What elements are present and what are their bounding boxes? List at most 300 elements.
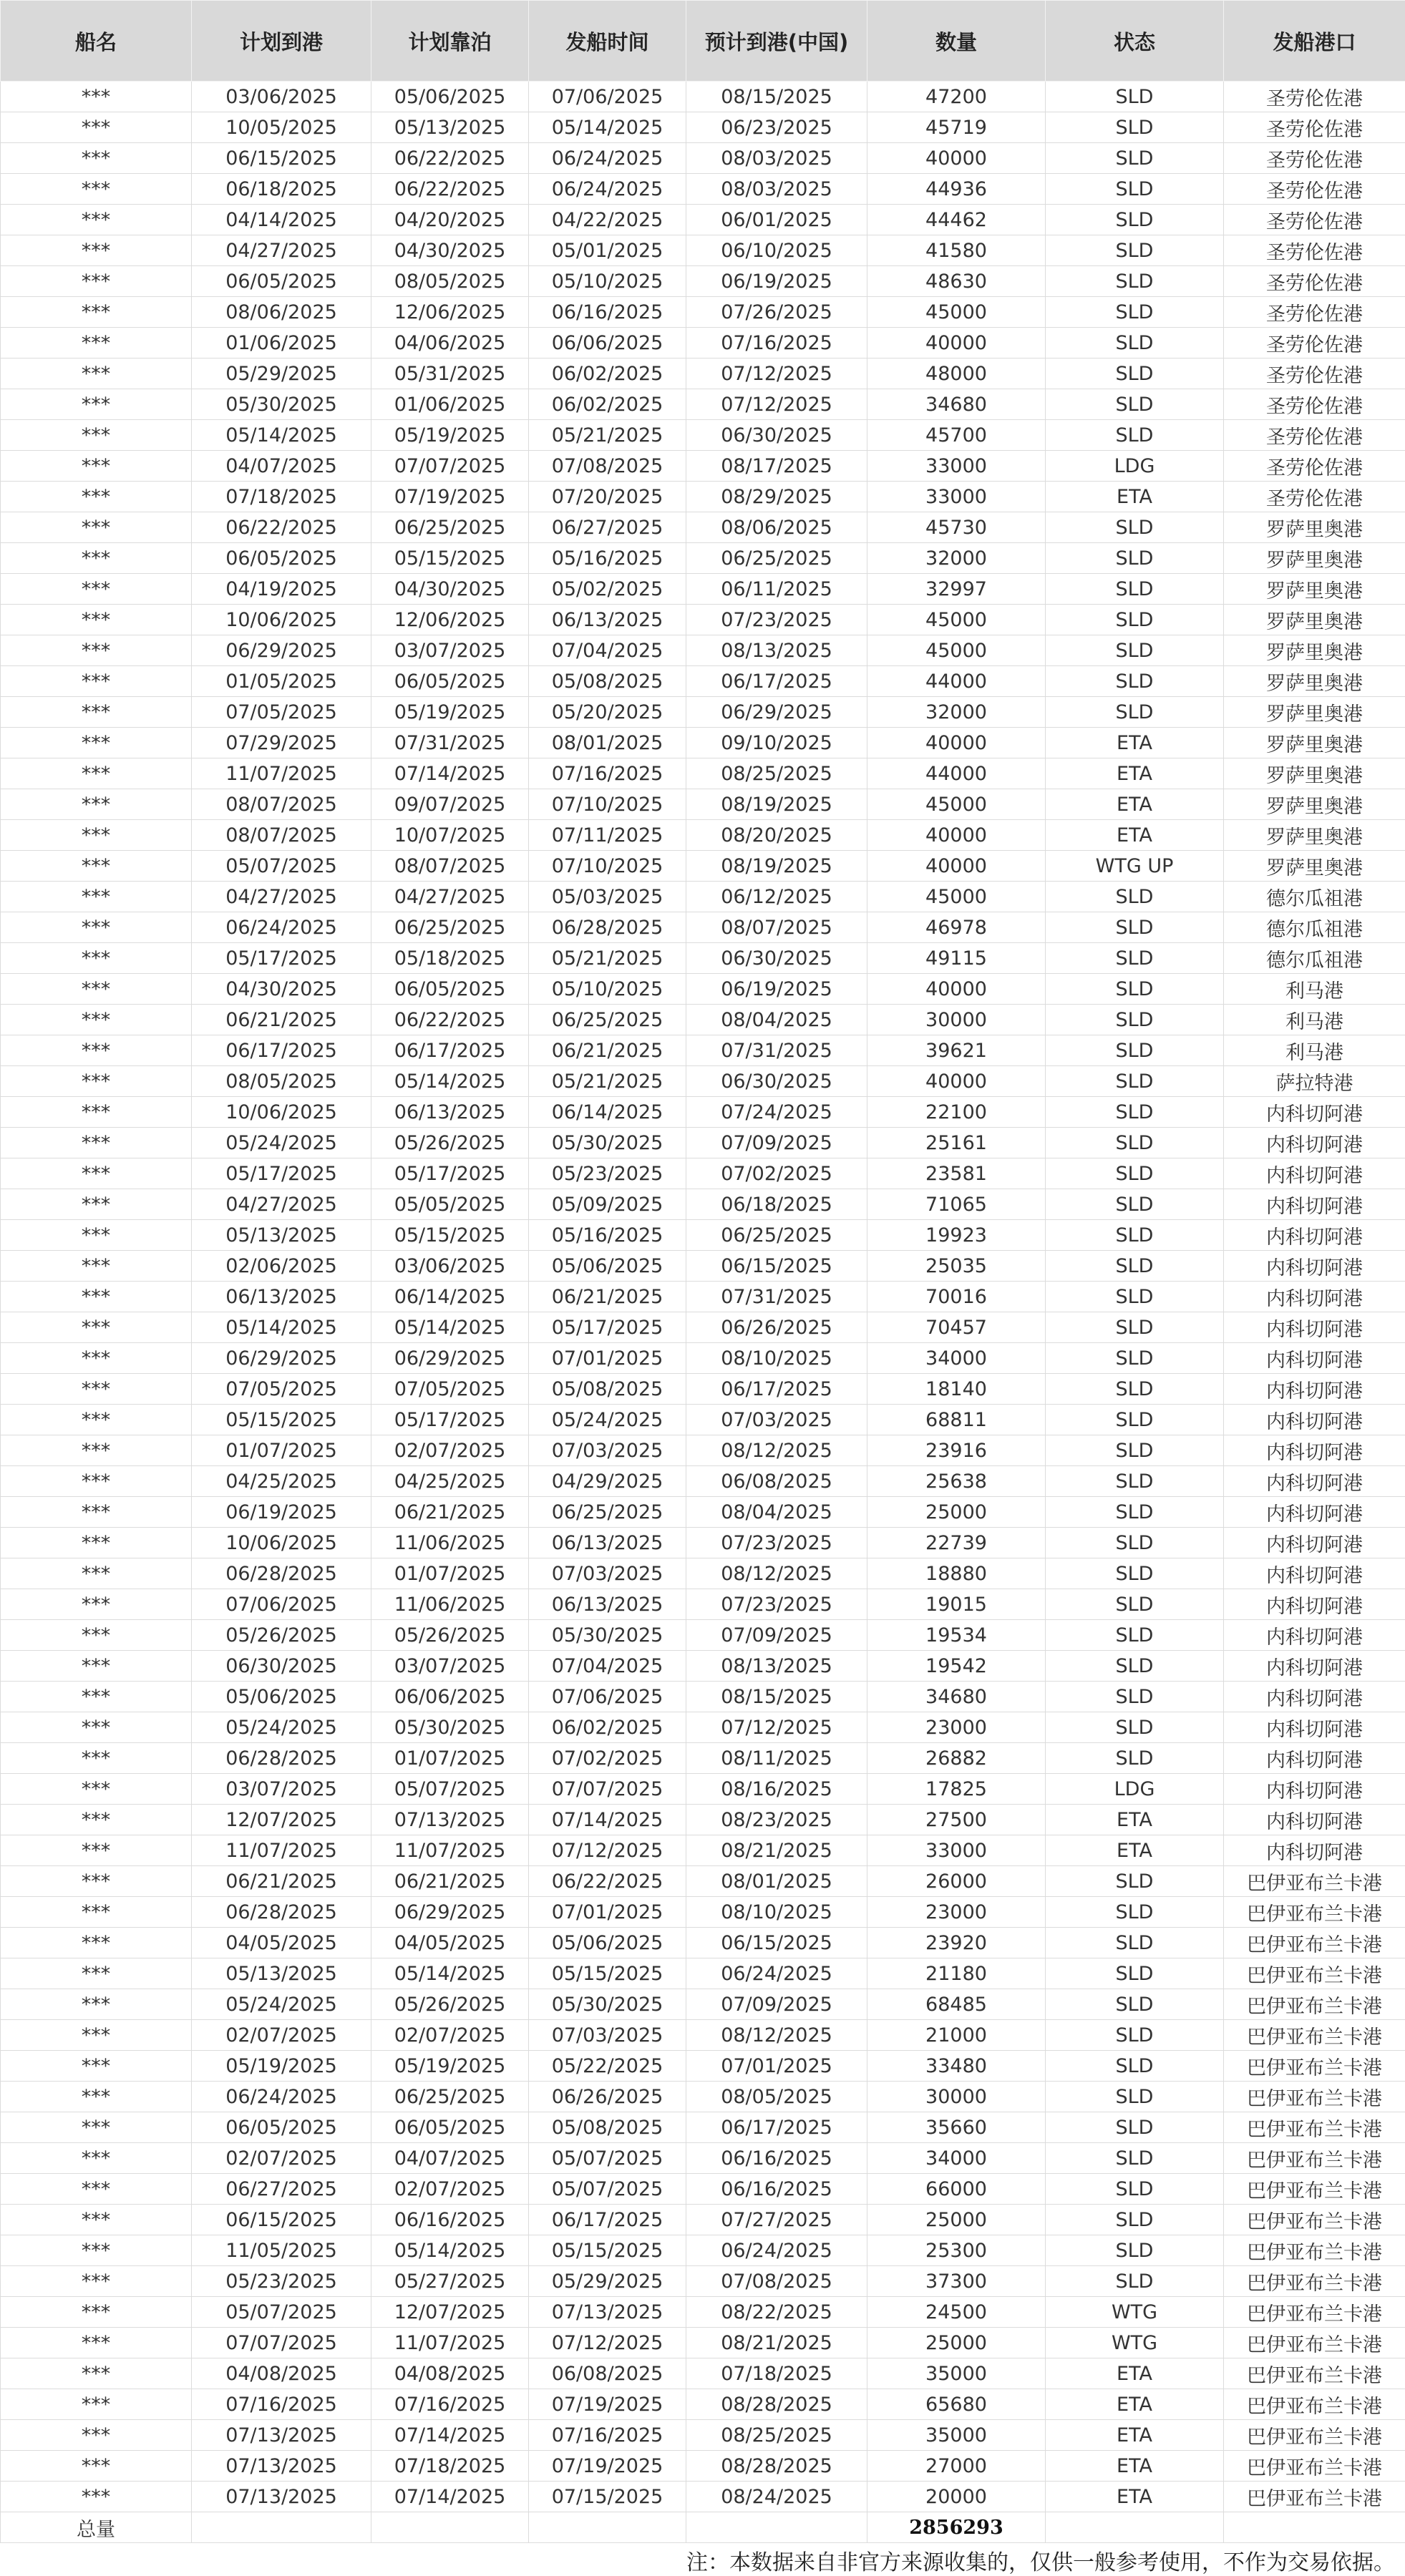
vessel-name-cell: *** [1, 1589, 192, 1620]
loading-port-cell: 罗萨里奥港 [1224, 666, 1405, 697]
departure-time-cell: 05/08/2025 [529, 2112, 686, 2143]
eta-china-cell: 08/15/2025 [686, 1682, 867, 1712]
eta-china-cell: 07/26/2025 [686, 297, 867, 328]
planned-arrival-cell: 07/13/2025 [192, 2482, 371, 2512]
planned-berthing-cell: 12/06/2025 [371, 605, 529, 635]
departure-time-cell: 06/02/2025 [529, 358, 686, 389]
planned-berthing-cell: 01/07/2025 [371, 1743, 529, 1774]
vessel-name-cell: *** [1, 2205, 192, 2235]
loading-port-cell: 内科切阿港 [1224, 1682, 1405, 1712]
departure-time-cell: 05/21/2025 [529, 1066, 686, 1097]
vessel-name-cell: *** [1, 1958, 192, 1989]
planned-berthing-cell: 06/25/2025 [371, 512, 529, 543]
planned-berthing-cell: 04/08/2025 [371, 2358, 529, 2389]
eta-china-cell: 06/16/2025 [686, 2174, 867, 2205]
planned-berthing-cell: 05/19/2025 [371, 420, 529, 451]
planned-berthing-cell: 08/05/2025 [371, 266, 529, 297]
eta-china-cell: 08/21/2025 [686, 2328, 867, 2358]
status-cell: SLD [1046, 882, 1224, 912]
vessel-name-cell: *** [1, 2451, 192, 2482]
vessel-name-cell: *** [1, 912, 192, 943]
status-cell: SLD [1046, 1343, 1224, 1374]
quantity-cell: 26000 [867, 1866, 1046, 1897]
header-planned-berthing: 计划靠泊 [371, 1, 529, 82]
planned-arrival-cell: 01/05/2025 [192, 666, 371, 697]
vessel-name-cell: *** [1, 1558, 192, 1589]
planned-arrival-cell: 04/25/2025 [192, 1466, 371, 1497]
table-row [1, 1620, 1405, 1651]
status-cell: LDG [1046, 1774, 1224, 1805]
loading-port-cell: 圣劳伦佐港 [1224, 389, 1405, 420]
planned-berthing-cell: 06/22/2025 [371, 1005, 529, 1035]
status-cell: SLD [1046, 143, 1224, 174]
vessel-name-cell: *** [1, 882, 192, 912]
status-cell: SLD [1046, 328, 1224, 358]
loading-port-cell: 内科切阿港 [1224, 1282, 1405, 1312]
planned-berthing-cell: 06/25/2025 [371, 912, 529, 943]
departure-time-cell: 07/11/2025 [529, 820, 686, 851]
planned-berthing-cell: 08/07/2025 [371, 851, 529, 882]
quantity-cell: 22100 [867, 1097, 1046, 1128]
departure-time-cell: 07/19/2025 [529, 2451, 686, 2482]
planned-berthing-cell: 11/07/2025 [371, 1835, 529, 1866]
loading-port-cell: 内科切阿港 [1224, 1558, 1405, 1589]
eta-china-cell: 08/25/2025 [686, 758, 867, 789]
vessel-name-cell: *** [1, 2266, 192, 2297]
table-row [1, 697, 1405, 728]
quantity-cell: 19542 [867, 1651, 1046, 1682]
quantity-cell: 26882 [867, 1743, 1046, 1774]
planned-berthing-cell: 07/05/2025 [371, 1374, 529, 1405]
quantity-cell: 41580 [867, 235, 1046, 266]
status-cell: SLD [1046, 1866, 1224, 1897]
planned-berthing-cell: 05/15/2025 [371, 1220, 529, 1251]
planned-arrival-cell: 06/28/2025 [192, 1743, 371, 1774]
eta-china-cell: 07/23/2025 [686, 1528, 867, 1558]
departure-time-cell: 06/13/2025 [529, 1589, 686, 1620]
departure-time-cell: 05/30/2025 [529, 1128, 686, 1158]
status-cell: SLD [1046, 1589, 1224, 1620]
planned-berthing-cell: 05/27/2025 [371, 2266, 529, 2297]
eta-china-cell: 07/31/2025 [686, 1035, 867, 1066]
table-row [1, 2082, 1405, 2112]
status-cell: SLD [1046, 2051, 1224, 2082]
eta-china-cell: 06/15/2025 [686, 1928, 867, 1958]
table-row [1, 1805, 1405, 1835]
status-cell: ETA [1046, 2389, 1224, 2420]
eta-china-cell: 08/21/2025 [686, 1835, 867, 1866]
quantity-cell: 45730 [867, 512, 1046, 543]
planned-arrival-cell: 08/05/2025 [192, 1066, 371, 1097]
departure-time-cell: 05/15/2025 [529, 1958, 686, 1989]
quantity-cell: 47200 [867, 82, 1046, 112]
loading-port-cell: 罗萨里奥港 [1224, 851, 1405, 882]
vessel-name-cell: *** [1, 1189, 192, 1220]
departure-time-cell: 06/21/2025 [529, 1035, 686, 1066]
eta-china-cell: 07/27/2025 [686, 2205, 867, 2235]
planned-berthing-cell: 06/14/2025 [371, 1282, 529, 1312]
status-cell: SLD [1046, 1558, 1224, 1589]
planned-berthing-cell: 06/17/2025 [371, 1035, 529, 1066]
departure-time-cell: 07/04/2025 [529, 1651, 686, 1682]
vessel-name-cell: *** [1, 943, 192, 974]
table-row [1, 1497, 1405, 1528]
quantity-cell: 21000 [867, 2020, 1046, 2051]
status-cell: SLD [1046, 420, 1224, 451]
loading-port-cell: 内科切阿港 [1224, 1374, 1405, 1405]
quantity-cell: 25035 [867, 1251, 1046, 1282]
vessel-name-cell: *** [1, 1989, 192, 2020]
vessel-name-cell: *** [1, 2389, 192, 2420]
eta-china-cell: 08/12/2025 [686, 2020, 867, 2051]
planned-arrival-cell: 06/05/2025 [192, 266, 371, 297]
vessel-name-cell: *** [1, 574, 192, 605]
loading-port-cell: 巴伊亚布兰卡港 [1224, 2328, 1405, 2358]
planned-arrival-cell: 02/06/2025 [192, 1251, 371, 1282]
eta-china-cell: 07/03/2025 [686, 1405, 867, 1435]
departure-time-cell: 05/16/2025 [529, 1220, 686, 1251]
eta-china-cell: 08/29/2025 [686, 482, 867, 512]
planned-berthing-cell: 06/29/2025 [371, 1343, 529, 1374]
planned-berthing-cell: 05/17/2025 [371, 1158, 529, 1189]
planned-arrival-cell: 07/29/2025 [192, 728, 371, 758]
status-cell: SLD [1046, 2020, 1224, 2051]
loading-port-cell: 巴伊亚布兰卡港 [1224, 2051, 1405, 2082]
planned-berthing-cell: 02/07/2025 [371, 2020, 529, 2051]
table-row [1, 574, 1405, 605]
eta-china-cell: 06/25/2025 [686, 543, 867, 574]
vessel-name-cell: *** [1, 666, 192, 697]
status-cell: SLD [1046, 1251, 1224, 1282]
planned-arrival-cell: 04/14/2025 [192, 205, 371, 235]
status-cell: SLD [1046, 112, 1224, 143]
status-cell: SLD [1046, 2174, 1224, 2205]
table-row [1, 2143, 1405, 2174]
loading-port-cell: 内科切阿港 [1224, 1835, 1405, 1866]
eta-china-cell: 07/18/2025 [686, 2358, 867, 2389]
departure-time-cell: 07/02/2025 [529, 1743, 686, 1774]
eta-china-cell: 07/09/2025 [686, 1620, 867, 1651]
loading-port-cell: 利马港 [1224, 1035, 1405, 1066]
vessel-name-cell: *** [1, 2297, 192, 2328]
vessel-name-cell: *** [1, 205, 192, 235]
eta-china-cell: 08/11/2025 [686, 1743, 867, 1774]
loading-port-cell: 内科切阿港 [1224, 1128, 1405, 1158]
status-cell: SLD [1046, 635, 1224, 666]
departure-time-cell: 07/20/2025 [529, 482, 686, 512]
table-row [1, 1066, 1405, 1097]
total-label: 总量 [1, 2512, 192, 2543]
planned-arrival-cell: 06/13/2025 [192, 1282, 371, 1312]
planned-arrival-cell: 05/13/2025 [192, 1958, 371, 1989]
quantity-cell: 34680 [867, 1682, 1046, 1712]
loading-port-cell: 罗萨里奥港 [1224, 512, 1405, 543]
header-row [1, 1, 1405, 82]
eta-china-cell: 07/09/2025 [686, 1128, 867, 1158]
eta-china-cell: 08/10/2025 [686, 1343, 867, 1374]
status-cell: ETA [1046, 758, 1224, 789]
loading-port-cell: 罗萨里奥港 [1224, 728, 1405, 758]
planned-berthing-cell: 11/07/2025 [371, 2328, 529, 2358]
departure-time-cell: 06/25/2025 [529, 1497, 686, 1528]
departure-time-cell: 06/13/2025 [529, 605, 686, 635]
table-row [1, 605, 1405, 635]
planned-arrival-cell: 05/17/2025 [192, 1158, 371, 1189]
eta-china-cell: 06/30/2025 [686, 943, 867, 974]
planned-arrival-cell: 04/27/2025 [192, 1189, 371, 1220]
planned-berthing-cell: 03/07/2025 [371, 635, 529, 666]
eta-china-cell: 06/30/2025 [686, 420, 867, 451]
status-cell: ETA [1046, 2451, 1224, 2482]
table-row [1, 2205, 1405, 2235]
table-row [1, 451, 1405, 482]
table-row [1, 420, 1405, 451]
departure-time-cell: 06/28/2025 [529, 912, 686, 943]
quantity-cell: 23920 [867, 1928, 1046, 1958]
eta-china-cell: 08/28/2025 [686, 2451, 867, 2482]
status-cell: SLD [1046, 1958, 1224, 1989]
eta-china-cell: 07/08/2025 [686, 2266, 867, 2297]
quantity-cell: 23000 [867, 1897, 1046, 1928]
vessel-name-cell: *** [1, 728, 192, 758]
eta-china-cell: 06/17/2025 [686, 1374, 867, 1405]
quantity-cell: 34000 [867, 1343, 1046, 1374]
planned-berthing-cell: 06/25/2025 [371, 2082, 529, 2112]
eta-china-cell: 06/11/2025 [686, 574, 867, 605]
status-cell: SLD [1046, 1897, 1224, 1928]
departure-time-cell: 07/12/2025 [529, 2328, 686, 2358]
table-row [1, 2020, 1405, 2051]
quantity-cell: 40000 [867, 974, 1046, 1005]
status-cell: SLD [1046, 2143, 1224, 2174]
departure-time-cell: 07/10/2025 [529, 789, 686, 820]
loading-port-cell: 内科切阿港 [1224, 1189, 1405, 1220]
quantity-cell: 45719 [867, 112, 1046, 143]
eta-china-cell: 08/03/2025 [686, 174, 867, 205]
departure-time-cell: 05/09/2025 [529, 1189, 686, 1220]
planned-berthing-cell: 05/14/2025 [371, 1958, 529, 1989]
vessel-name-cell: *** [1, 1835, 192, 1866]
quantity-cell: 33000 [867, 451, 1046, 482]
planned-berthing-cell: 02/07/2025 [371, 1435, 529, 1466]
planned-arrival-cell: 06/29/2025 [192, 635, 371, 666]
planned-berthing-cell: 05/13/2025 [371, 112, 529, 143]
table-row [1, 1220, 1405, 1251]
vessel-name-cell: *** [1, 2020, 192, 2051]
planned-berthing-cell: 06/06/2025 [371, 1682, 529, 1712]
departure-time-cell: 07/01/2025 [529, 1897, 686, 1928]
status-cell: SLD [1046, 1435, 1224, 1466]
vessel-name-cell: *** [1, 1220, 192, 1251]
table-row [1, 2420, 1405, 2451]
planned-arrival-cell: 06/17/2025 [192, 1035, 371, 1066]
planned-berthing-cell: 12/07/2025 [371, 2297, 529, 2328]
loading-port-cell: 罗萨里奥港 [1224, 758, 1405, 789]
planned-berthing-cell: 04/06/2025 [371, 328, 529, 358]
status-cell: SLD [1046, 205, 1224, 235]
eta-china-cell: 07/12/2025 [686, 389, 867, 420]
table-row [1, 205, 1405, 235]
status-cell: ETA [1046, 1835, 1224, 1866]
eta-china-cell: 06/15/2025 [686, 1251, 867, 1282]
planned-arrival-cell: 06/28/2025 [192, 1558, 371, 1589]
loading-port-cell: 利马港 [1224, 974, 1405, 1005]
planned-berthing-cell: 07/16/2025 [371, 2389, 529, 2420]
planned-arrival-cell: 10/05/2025 [192, 112, 371, 143]
eta-china-cell: 08/04/2025 [686, 1005, 867, 1035]
loading-port-cell: 圣劳伦佐港 [1224, 174, 1405, 205]
table-row [1, 2112, 1405, 2143]
departure-time-cell: 06/22/2025 [529, 1866, 686, 1897]
vessel-name-cell: *** [1, 235, 192, 266]
vessel-name-cell: *** [1, 2143, 192, 2174]
quantity-cell: 70457 [867, 1312, 1046, 1343]
eta-china-cell: 06/19/2025 [686, 974, 867, 1005]
status-cell: ETA [1046, 482, 1224, 512]
planned-arrival-cell: 06/22/2025 [192, 512, 371, 543]
planned-arrival-cell: 06/27/2025 [192, 2174, 371, 2205]
quantity-cell: 33000 [867, 482, 1046, 512]
quantity-cell: 66000 [867, 2174, 1046, 2205]
table-body [1, 82, 1405, 2512]
loading-port-cell: 内科切阿港 [1224, 1312, 1405, 1343]
quantity-cell: 20000 [867, 2482, 1046, 2512]
quantity-cell: 30000 [867, 2082, 1046, 2112]
status-cell: SLD [1046, 1189, 1224, 1220]
eta-china-cell: 07/16/2025 [686, 328, 867, 358]
status-cell: SLD [1046, 1312, 1224, 1343]
planned-berthing-cell: 05/05/2025 [371, 1189, 529, 1220]
vessel-name-cell: *** [1, 1374, 192, 1405]
planned-berthing-cell: 09/07/2025 [371, 789, 529, 820]
eta-china-cell: 08/12/2025 [686, 1558, 867, 1589]
quantity-cell: 40000 [867, 143, 1046, 174]
vessel-name-cell: *** [1, 1620, 192, 1651]
vessel-name-cell: *** [1, 1251, 192, 1282]
planned-berthing-cell: 07/07/2025 [371, 451, 529, 482]
table-row [1, 2451, 1405, 2482]
total-empty-cell [686, 2512, 867, 2543]
table-row [1, 266, 1405, 297]
loading-port-cell: 内科切阿港 [1224, 1743, 1405, 1774]
table-row [1, 1158, 1405, 1189]
departure-time-cell: 07/13/2025 [529, 2297, 686, 2328]
vessel-name-cell: *** [1, 1097, 192, 1128]
vessel-name-cell: *** [1, 174, 192, 205]
departure-time-cell: 07/04/2025 [529, 635, 686, 666]
status-cell: SLD [1046, 1528, 1224, 1558]
vessel-name-cell: *** [1, 1805, 192, 1835]
planned-arrival-cell: 05/14/2025 [192, 420, 371, 451]
table-row [1, 2482, 1405, 2512]
vessel-name-cell: *** [1, 1035, 192, 1066]
departure-time-cell: 07/16/2025 [529, 2420, 686, 2451]
planned-berthing-cell: 05/30/2025 [371, 1712, 529, 1743]
header-eta-china: 预计到港(中国) [686, 1, 867, 82]
vessel-name-cell: *** [1, 1928, 192, 1958]
loading-port-cell: 内科切阿港 [1224, 1466, 1405, 1497]
planned-berthing-cell: 07/14/2025 [371, 2420, 529, 2451]
planned-berthing-cell: 01/07/2025 [371, 1558, 529, 1589]
quantity-cell: 32000 [867, 543, 1046, 574]
planned-arrival-cell: 04/27/2025 [192, 235, 371, 266]
header-quantity: 数量 [867, 1, 1046, 82]
loading-port-cell: 巴伊亚布兰卡港 [1224, 2451, 1405, 2482]
departure-time-cell: 05/10/2025 [529, 974, 686, 1005]
loading-port-cell: 德尔瓜祖港 [1224, 912, 1405, 943]
departure-time-cell: 06/02/2025 [529, 389, 686, 420]
eta-china-cell: 06/26/2025 [686, 1312, 867, 1343]
table-row [1, 482, 1405, 512]
planned-berthing-cell: 10/07/2025 [371, 820, 529, 851]
status-cell: ETA [1046, 728, 1224, 758]
table-row [1, 1435, 1405, 1466]
planned-berthing-cell: 05/26/2025 [371, 1989, 529, 2020]
planned-arrival-cell: 05/13/2025 [192, 1220, 371, 1251]
table-row [1, 112, 1405, 143]
loading-port-cell: 罗萨里奥港 [1224, 543, 1405, 574]
loading-port-cell: 罗萨里奥港 [1224, 605, 1405, 635]
vessel-name-cell: *** [1, 1743, 192, 1774]
departure-time-cell: 06/26/2025 [529, 2082, 686, 2112]
planned-berthing-cell: 04/27/2025 [371, 882, 529, 912]
table-header [1, 1, 1405, 82]
departure-time-cell: 07/01/2025 [529, 1343, 686, 1374]
loading-port-cell: 圣劳伦佐港 [1224, 235, 1405, 266]
planned-arrival-cell: 07/13/2025 [192, 2420, 371, 2451]
status-cell: SLD [1046, 1066, 1224, 1097]
planned-arrival-cell: 06/21/2025 [192, 1866, 371, 1897]
status-cell: WTG UP [1046, 851, 1224, 882]
loading-port-cell: 德尔瓜祖港 [1224, 882, 1405, 912]
table-row [1, 235, 1405, 266]
status-cell: SLD [1046, 358, 1224, 389]
planned-arrival-cell: 05/07/2025 [192, 2297, 371, 2328]
departure-time-cell: 06/08/2025 [529, 2358, 686, 2389]
vessel-name-cell: *** [1, 1712, 192, 1743]
status-cell: SLD [1046, 1128, 1224, 1158]
table-row [1, 2297, 1405, 2328]
departure-time-cell: 06/13/2025 [529, 1528, 686, 1558]
eta-china-cell: 06/25/2025 [686, 1220, 867, 1251]
quantity-cell: 40000 [867, 728, 1046, 758]
status-cell: SLD [1046, 512, 1224, 543]
loading-port-cell: 圣劳伦佐港 [1224, 451, 1405, 482]
table-row [1, 1712, 1405, 1743]
status-cell: SLD [1046, 697, 1224, 728]
table-row [1, 1866, 1405, 1897]
table-row [1, 974, 1405, 1005]
planned-berthing-cell: 04/20/2025 [371, 205, 529, 235]
vessel-name-cell: *** [1, 112, 192, 143]
loading-port-cell: 内科切阿港 [1224, 1435, 1405, 1466]
planned-arrival-cell: 07/07/2025 [192, 2328, 371, 2358]
departure-time-cell: 05/29/2025 [529, 2266, 686, 2297]
status-cell: ETA [1046, 2358, 1224, 2389]
table-row [1, 543, 1405, 574]
planned-berthing-cell: 05/06/2025 [371, 82, 529, 112]
quantity-cell: 45000 [867, 605, 1046, 635]
planned-arrival-cell: 10/06/2025 [192, 1528, 371, 1558]
planned-arrival-cell: 01/07/2025 [192, 1435, 371, 1466]
planned-arrival-cell: 04/07/2025 [192, 451, 371, 482]
table-row [1, 2266, 1405, 2297]
vessel-name-cell: *** [1, 605, 192, 635]
eta-china-cell: 06/17/2025 [686, 666, 867, 697]
table-row [1, 2174, 1405, 2205]
table-row [1, 1928, 1405, 1958]
departure-time-cell: 05/08/2025 [529, 666, 686, 697]
